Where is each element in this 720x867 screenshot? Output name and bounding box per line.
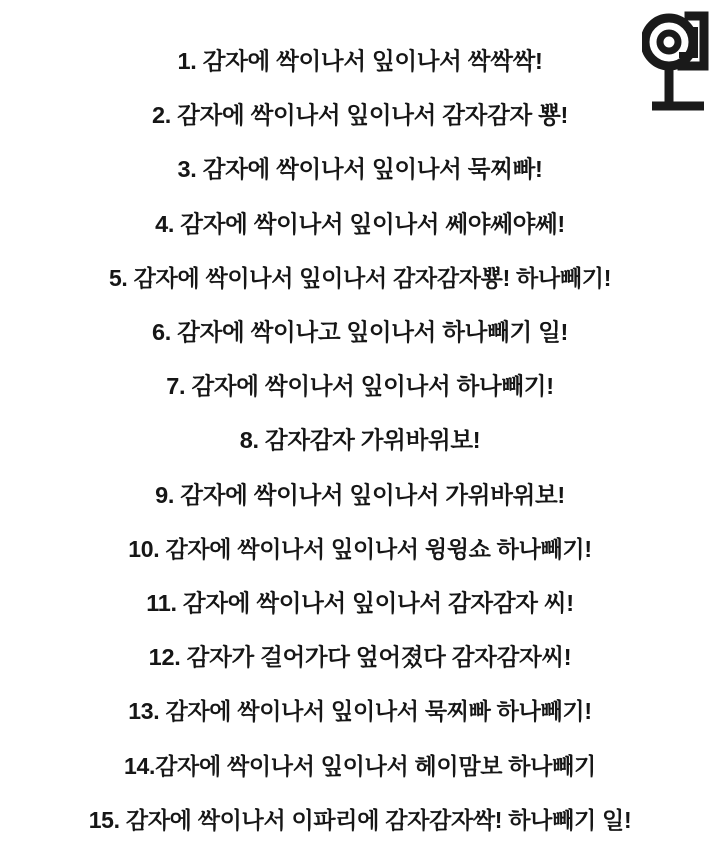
list-item: 7. 감자에 싹이나서 잎이나서 하나빼기! [166, 373, 554, 400]
list-item: 8. 감자감자 가위바위보! [239, 427, 481, 454]
list-item: 9. 감자에 싹이나서 잎이나서 가위바위보! [155, 481, 565, 508]
list-item: 10. 감자에 싹이나서 잎이나서 윙윙쇼 하나빼기! [128, 535, 592, 562]
list-item: 2. 감자에 싹이나서 잎이나서 감자감자 뿅! [151, 102, 569, 129]
list-item: 13. 감자에 싹이나서 잎이나서 묵찌빠 하나빼기! [128, 698, 592, 725]
list-item: 6. 감자에 싹이나고 잎이나서 하나빼기 일! [151, 319, 569, 346]
list-item: 1. 감자에 싹이나서 잎이나서 싹싹싹! [177, 48, 543, 74]
list-item: 14.감자에 싹이나서 잎이나서 헤이맘보 하나빼기 [124, 752, 596, 779]
list-item: 5. 감자에 싹이나서 잎이나서 감자감자뿅! 하나빼기! [108, 264, 612, 291]
list-item: 4. 감자에 싹이나서 잎이나서 쎄야쎄야쎄! [155, 210, 565, 237]
line-list [0, 34, 720, 847]
list-item: 15. 감자에 싹이나서 이파리에 감자감자싹! 하나빼기 일! [88, 806, 632, 833]
list-item: 3. 감자에 싹이나서 잎이나서 묵찌빠! [177, 156, 543, 183]
list-item: 12. 감자가 걸어가다 엎어졌다 감자감자씨! [148, 644, 572, 671]
list-item: 11. 감자에 싹이나서 잎이나서 감자감자 씨! [146, 590, 574, 617]
